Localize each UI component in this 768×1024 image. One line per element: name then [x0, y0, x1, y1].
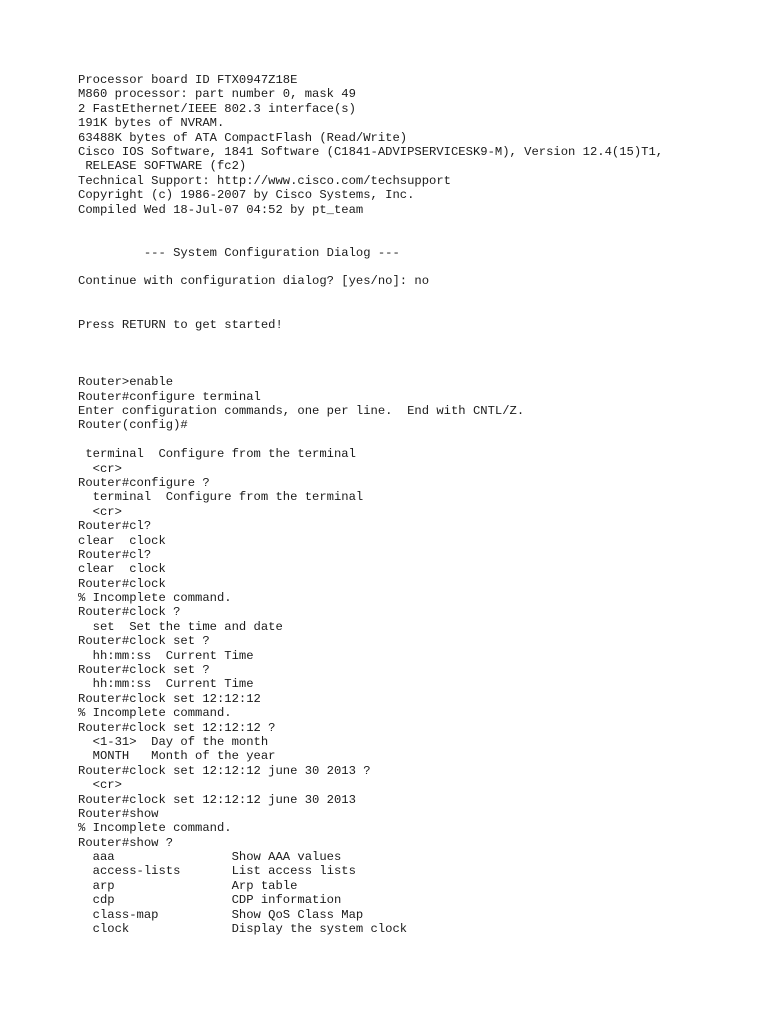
terminal-line: Processor board ID FTX0947Z18E	[78, 73, 298, 87]
terminal-line: <cr>	[78, 504, 122, 519]
terminal-line: aaa Show AAA values	[78, 850, 342, 865]
terminal-line	[78, 332, 758, 346]
terminal-line: --- System Configuration Dialog ---	[78, 245, 400, 260]
terminal-line: Router>enable	[78, 375, 174, 390]
terminal-line: Copyright (c) 1986-2007 by Cisco Systems, Inc.	[78, 188, 415, 203]
terminal-line: M860 processor: part number 0, mask 49	[78, 87, 356, 102]
terminal-line: Router#clock ?	[78, 605, 181, 620]
terminal-line: Router(config)#	[78, 418, 188, 433]
terminal-line: RELEASE SOFTWARE (fc2)	[78, 159, 247, 174]
terminal-line: % Incomplete command.	[78, 706, 232, 721]
terminal-line: access-lists List access lists	[78, 864, 356, 879]
terminal-line	[78, 433, 758, 447]
terminal-line: terminal Configure from the terminal	[78, 490, 364, 505]
terminal-line: Router#clock set 12:12:12	[78, 691, 261, 706]
terminal-line: set Set the time and date	[78, 619, 283, 634]
terminal-line: Cisco IOS Software, 1841 Software (C1841-ADVIPSERVICESK9-M), Version 12.4(15)T1,	[78, 144, 664, 159]
terminal-line: % Incomplete command.	[78, 591, 232, 606]
terminal-line: Router#show ?	[78, 835, 174, 850]
terminal-line: Router#configure terminal	[78, 389, 261, 404]
terminal-line: Router#clock set 12:12:12 june 30 2013	[78, 792, 356, 807]
terminal-line: clear clock	[78, 562, 166, 577]
terminal-line: Router#clock	[78, 576, 166, 591]
terminal-line	[78, 217, 758, 231]
terminal-line: Press RETURN to get started!	[78, 317, 283, 332]
terminal-line: Router#configure ?	[78, 475, 210, 490]
terminal-line: Router#clock set 12:12:12 ?	[78, 720, 276, 735]
terminal-line: arp Arp table	[78, 878, 298, 893]
terminal-line: Router#cl?	[78, 519, 152, 534]
terminal-line: terminal Configure from the terminal	[78, 447, 356, 462]
terminal-line: MONTH Month of the year	[78, 749, 276, 764]
terminal-line: Continue with configuration dialog? [yes/no]: no	[78, 274, 430, 289]
terminal-line: Enter configuration commands, one per line. End with CNTL/Z.	[78, 403, 525, 418]
terminal-line: clock Display the system clock	[78, 922, 408, 937]
terminal-line: % Incomplete command.	[78, 821, 232, 836]
terminal-line: <cr>	[78, 461, 122, 476]
terminal-line: Router#cl?	[78, 547, 152, 562]
terminal-line	[78, 361, 758, 375]
terminal-line: Technical Support: http://www.cisco.com/techsupport	[78, 173, 451, 188]
terminal-line: Router#clock set ?	[78, 634, 210, 649]
terminal-line	[78, 260, 758, 274]
terminal-line: hh:mm:ss Current Time	[78, 677, 254, 692]
terminal-line: 2 FastEthernet/IEEE 802.3 interface(s)	[78, 101, 356, 116]
terminal-line: Router#show	[78, 806, 159, 821]
terminal-line: class-map Show QoS Class Map	[78, 907, 364, 922]
terminal-line: clear clock	[78, 533, 166, 548]
terminal-line	[78, 346, 758, 360]
terminal-line	[78, 289, 758, 303]
terminal-line: Router#clock set ?	[78, 663, 210, 678]
terminal-line: hh:mm:ss Current Time	[78, 648, 254, 663]
terminal-transcript	[78, 73, 758, 936]
terminal-line	[78, 231, 758, 245]
terminal-line	[78, 303, 758, 317]
terminal-line: 191K bytes of NVRAM.	[78, 116, 225, 131]
terminal-line: Router#clock set 12:12:12 june 30 2013 ?	[78, 763, 371, 778]
terminal-line: <1-31> Day of the month	[78, 734, 269, 749]
terminal-line: <cr>	[78, 778, 122, 793]
terminal-line: 63488K bytes of ATA CompactFlash (Read/Write)	[78, 130, 408, 145]
terminal-line: cdp CDP information	[78, 893, 342, 908]
terminal-line: Compiled Wed 18-Jul-07 04:52 by pt_team	[78, 202, 364, 217]
